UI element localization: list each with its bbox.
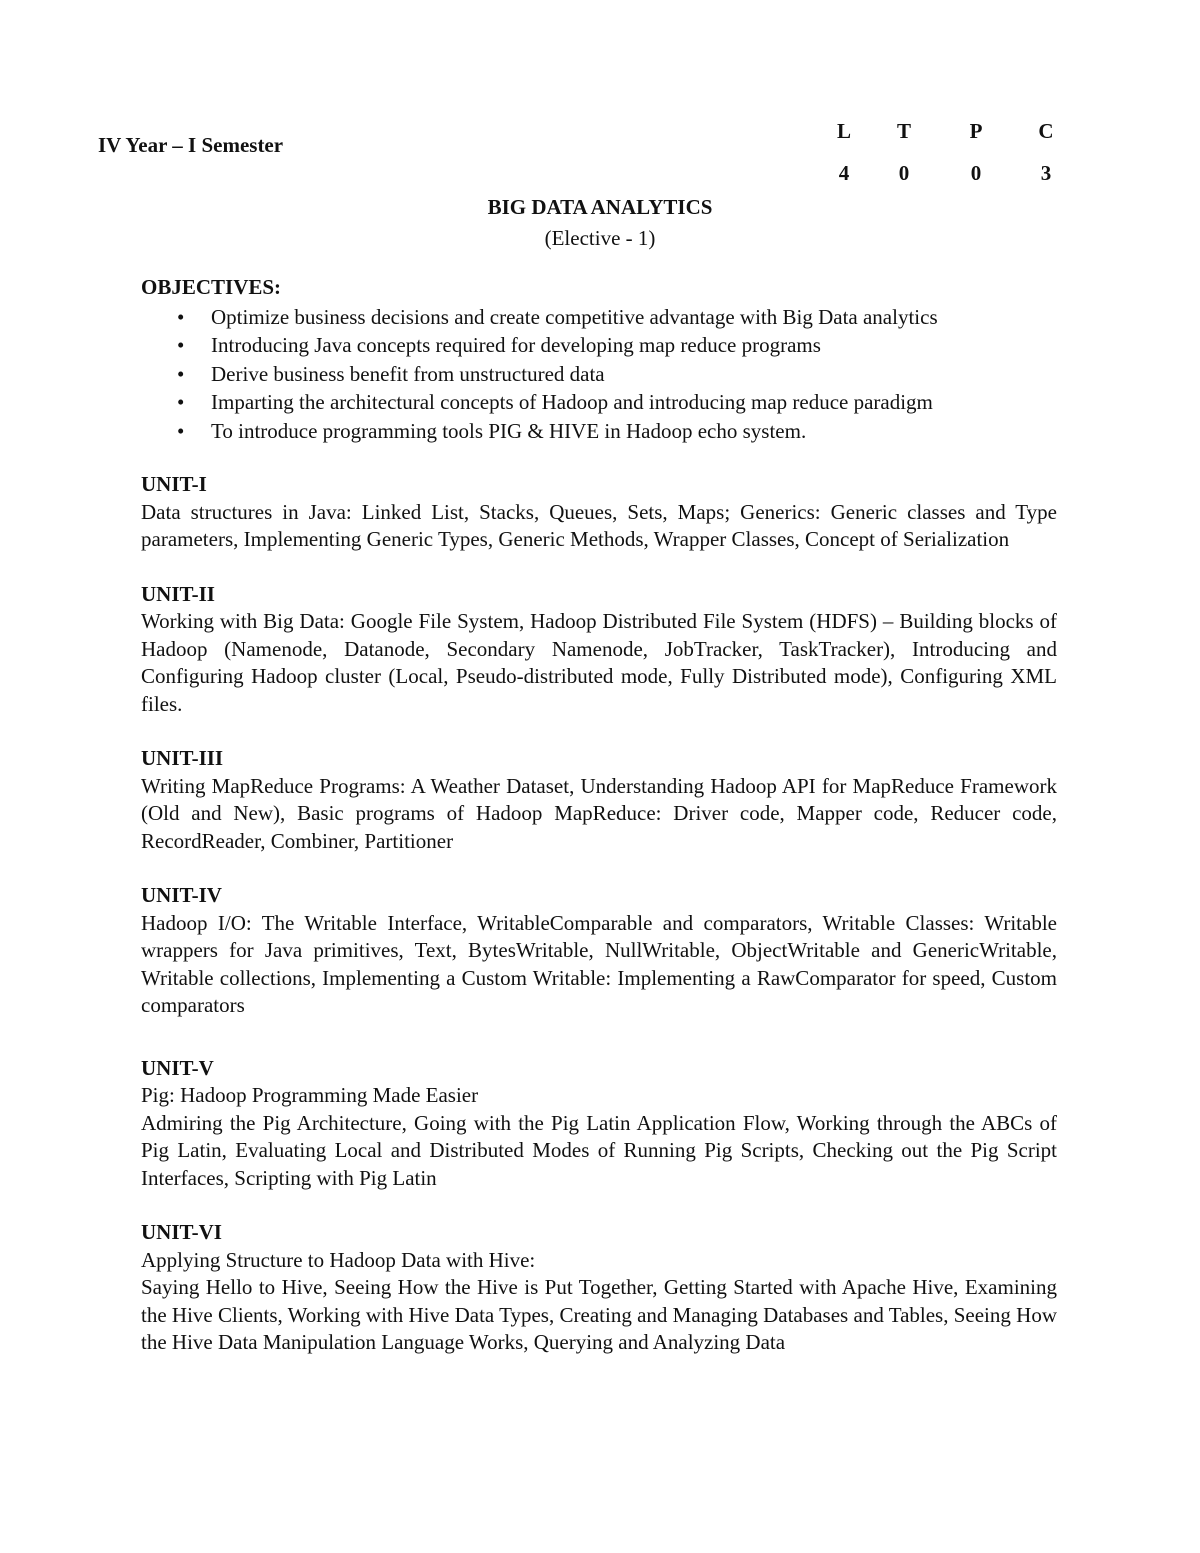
- bullet-icon: •: [177, 361, 185, 386]
- ltpc-value-p: 0: [970, 161, 982, 186]
- bullet-icon: •: [177, 304, 185, 329]
- objective-item: [141, 389, 1057, 418]
- unit-5-subtitle: Pig: Hadoop Programming Made Easier: [141, 1083, 479, 1107]
- bullet-icon: •: [177, 418, 185, 443]
- ltpc-value-c: 3: [1040, 161, 1052, 186]
- course-title: BIG DATA ANALYTICS: [487, 195, 713, 219]
- unit-6-subtitle: Applying Structure to Hadoop Data with Hive:: [141, 1247, 536, 1272]
- objective-text: Derive business benefit from unstructured data: [211, 361, 605, 386]
- ltpc-label-c: C: [1038, 119, 1054, 144]
- ltpc-value-t: 0: [898, 161, 910, 186]
- objective-text: To introduce programming tools PIG & HIVE in Hadoop echo system.: [211, 418, 807, 443]
- objective-item: [141, 418, 1057, 447]
- semester-label: IV Year – I Semester: [98, 133, 284, 157]
- objective-item: [141, 332, 1057, 361]
- objective-text: Optimize business decisions and create competitive advantage with Big Data analytics: [211, 304, 938, 329]
- unit-5-heading: UNIT-V: [141, 1055, 214, 1080]
- unit-3-heading: UNIT-III: [141, 746, 224, 770]
- objective-text: Introducing Java concepts required for developing map reduce programs: [211, 333, 821, 357]
- objective-item: [141, 361, 1057, 390]
- ltpc-label-t: T: [896, 119, 911, 144]
- unit-1-text: Data structures in Java: Linked List, Stacks, Queues, Sets, Maps; Generics: Generic classes and Type parameters, Implementing Generic Types, Generic Methods, Wrapper Classes, Concept of Serialization: [141, 499, 1057, 551]
- bullet-icon: •: [177, 390, 185, 414]
- ltpc-labels-row: [820, 111, 1080, 153]
- unit-2-section: [141, 581, 1057, 719]
- unit-6-heading: UNIT-VI: [141, 1220, 222, 1244]
- objectives-heading: OBJECTIVES:: [141, 275, 282, 299]
- unit-4-text: Hadoop I/O: The Writable Interface, WritableComparable and comparators, Writable Classes: Writable wrappers for Java primitives, Text, BytesWritable, NullWritable, ObjectWritable and GenericWritable, Writable collections, Implementing a Custom Writable: Implementing a RawComparator for speed, Custom comparators: [141, 910, 1057, 1017]
- unit-1-heading: UNIT-I: [141, 472, 207, 496]
- unit-3-section: [141, 745, 1057, 855]
- ltpc-value-l: 4: [838, 161, 850, 186]
- unit-6-text: Saying Hello to Hive, Seeing How the Hive is Put Together, Getting Started with Apache Hive, Examining the Hive Clients, Working with Hive Data Types, Creating and Managing Databases and Tables, Seeing How the Hive Data Manipulation Language Works, Querying and Analyzing Data: [141, 1275, 1057, 1354]
- unit-3-text: Writing MapReduce Programs: A Weather Dataset, Understanding Hadoop API for MapReduce Framework (Old and New), Basic programs of Hadoop MapReduce: Driver code, Mapper code, Reducer code, RecordReader, Combiner, Partitioner: [141, 773, 1057, 853]
- ltpc-table: [820, 111, 1080, 195]
- unit-2-heading: UNIT-II: [141, 581, 215, 606]
- unit-4-heading: UNIT-IV: [141, 883, 222, 907]
- unit-2-text: Working with Big Data: Google File System, Hadoop Distributed File System (HDFS) – Building blocks of Hadoop (Namenode, Datanode, Secondary Namenode, JobTracker, TaskTracker), Introducing and Configuring Hadoop cluster (Local, Pseudo-distributed mode, Fully Distributed mode), Configuring XML files.: [141, 609, 1057, 716]
- ltpc-label-l: L: [836, 119, 851, 144]
- objectives-list: [141, 304, 1057, 447]
- unit-5-text: Admiring the Pig Architecture, Going with the Pig Latin Application Flow, Working through the ABCs of Pig Latin, Evaluating Local and Distributed Modes of Running Pig Scripts, Checking out the Pig Script Interfaces, Scripting with Pig Latin: [141, 1110, 1057, 1190]
- objective-text: Imparting the architectural concepts of Hadoop and introducing map reduce paradigm: [211, 390, 933, 414]
- bullet-icon: •: [177, 333, 185, 357]
- ltpc-label-p: P: [969, 119, 983, 144]
- unit-5-section: [141, 1055, 1057, 1193]
- unit-1-section: [141, 471, 1057, 554]
- ltpc-values-row: [820, 153, 1080, 195]
- syllabus-content: [141, 274, 1057, 1357]
- unit-6-section: [141, 1219, 1057, 1357]
- unit-4-section: [141, 882, 1057, 1020]
- course-subtitle: (Elective - 1): [544, 226, 656, 250]
- objective-item: [141, 304, 1057, 333]
